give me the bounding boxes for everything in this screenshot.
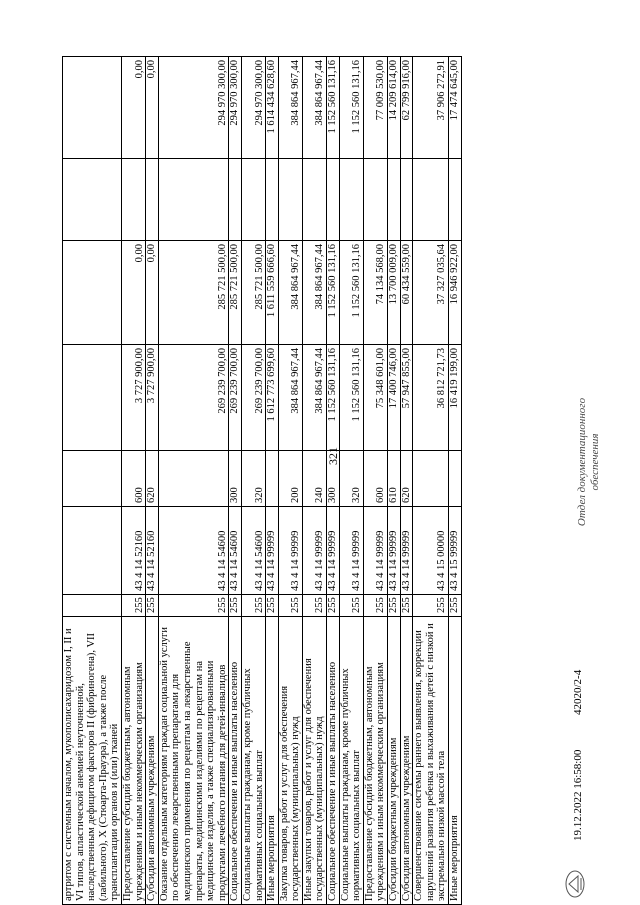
row-amount-4: 384 864 967,44 bbox=[302, 57, 326, 159]
row-amount-4: 384 864 967,44 bbox=[278, 57, 302, 159]
row-csr: 43 4 14 99999 bbox=[388, 507, 401, 595]
row-name: Закупка товаров, работ и услуг для обеспечения государственных (муниципальных) нужд bbox=[278, 617, 302, 905]
row-csr: 43 4 14 99999 bbox=[327, 507, 340, 595]
row-ved: 255 bbox=[158, 595, 229, 617]
row-vr: 610 bbox=[388, 451, 401, 507]
row-amount-1: 1 152 560 131,16 bbox=[327, 345, 340, 451]
table-row bbox=[302, 57, 326, 905]
row-name: Иные закупки товаров, работ и услуг для обеспечения государственных (муниципальных) нужд bbox=[302, 617, 326, 905]
row-amount-4: 17 474 645,00 bbox=[449, 57, 462, 159]
row-vr: 240 bbox=[302, 451, 326, 507]
row-vr: 300 bbox=[229, 451, 242, 507]
row-amount-1 bbox=[63, 345, 122, 451]
row-amount-2: 285 721 500,00 bbox=[158, 241, 229, 345]
row-ved: 255 bbox=[327, 595, 340, 617]
row-csr: 43 4 14 99999 bbox=[339, 507, 363, 595]
row-name: артритом с системным началом, мукополисахаридозом I, II и VI типов, апластической анемией неуточненной, наследственным дефицитом факторов II (фибриногена), VII (лабильного), X (Стюарта-Прауэра), а также после трансплантации органов и (или) тканей bbox=[63, 617, 122, 905]
row-vr: 620 bbox=[400, 451, 413, 507]
row-vr bbox=[158, 451, 229, 507]
row-amount-3 bbox=[327, 159, 340, 241]
row-amount-2: 74 134 568,00 bbox=[363, 241, 387, 345]
row-amount-4: 294 970 300,00 bbox=[229, 57, 242, 159]
row-ved: 255 bbox=[400, 595, 413, 617]
row-vr: 320 bbox=[339, 451, 363, 507]
row-amount-2 bbox=[63, 241, 122, 345]
table-row bbox=[327, 57, 340, 905]
row-vr: 300 bbox=[327, 451, 340, 507]
row-csr: 43 4 14 99999 bbox=[266, 507, 279, 595]
row-amount-4: 62 799 916,00 bbox=[400, 57, 413, 159]
row-ved: 255 bbox=[146, 595, 159, 617]
row-name: Социальное обеспечение и иные выплаты населению bbox=[327, 617, 340, 905]
row-amount-2: 384 864 967,44 bbox=[302, 241, 326, 345]
row-name: Социальные выплаты гражданам, кроме публичных нормативных социальных выплат bbox=[241, 617, 265, 905]
row-amount-3 bbox=[363, 159, 387, 241]
footer-code: 42020/2-4 bbox=[572, 669, 584, 715]
row-vr: 600 bbox=[363, 451, 387, 507]
row-csr: 43 4 14 52160 bbox=[146, 507, 159, 595]
row-name: Субсидии бюджетным учреждениям bbox=[388, 617, 401, 905]
row-amount-4: 294 970 300,00 bbox=[158, 57, 229, 159]
row-amount-1: 384 864 967,44 bbox=[302, 345, 326, 451]
row-vr bbox=[413, 451, 449, 507]
row-amount-1: 75 348 601,00 bbox=[363, 345, 387, 451]
table-row bbox=[241, 57, 265, 905]
row-name: Предоставление субсидий бюджетным, автономным учреждениям и иным некоммерческим организациям bbox=[121, 617, 145, 905]
row-ved: 255 bbox=[388, 595, 401, 617]
row-name: Предоставление субсидий бюджетным, автономным учреждениям и иным некоммерческим организациям bbox=[363, 617, 387, 905]
row-amount-1: 384 864 967,44 bbox=[278, 345, 302, 451]
row-amount-2: 285 721 500,00 bbox=[241, 241, 265, 345]
row-ved: 255 bbox=[121, 595, 145, 617]
row-ved: 255 bbox=[241, 595, 265, 617]
row-vr bbox=[266, 451, 279, 507]
row-amount-3 bbox=[121, 159, 145, 241]
table-row bbox=[413, 57, 449, 905]
department-stamp bbox=[576, 387, 602, 537]
table-row bbox=[400, 57, 413, 905]
table-row bbox=[278, 57, 302, 905]
row-ved bbox=[63, 595, 122, 617]
row-amount-1: 269 239 700,00 bbox=[229, 345, 242, 451]
table-row bbox=[229, 57, 242, 905]
table-row bbox=[449, 57, 462, 905]
row-ved: 255 bbox=[363, 595, 387, 617]
row-ved: 255 bbox=[278, 595, 302, 617]
row-amount-4: 1 152 560 131,16 bbox=[327, 57, 340, 159]
row-amount-3 bbox=[400, 159, 413, 241]
row-amount-3 bbox=[449, 159, 462, 241]
row-vr: 320 bbox=[241, 451, 265, 507]
row-name: Совершенствование системы раннего выявления, коррекции нарушений развития ребенка и выхаживания детей с низкой и экстремально низкой массой тела bbox=[413, 617, 449, 905]
row-amount-4: 37 906 272,91 bbox=[413, 57, 449, 159]
row-vr bbox=[63, 451, 122, 507]
row-name: Социальные выплаты гражданам, кроме публичных нормативных социальных выплат bbox=[339, 617, 363, 905]
row-csr: 43 4 15 99999 bbox=[449, 507, 462, 595]
row-ved: 255 bbox=[339, 595, 363, 617]
row-amount-1: 3 727 900,00 bbox=[146, 345, 159, 451]
table-row bbox=[146, 57, 159, 905]
row-amount-2: 384 864 967,44 bbox=[278, 241, 302, 345]
row-vr: 600 bbox=[121, 451, 145, 507]
table-row bbox=[363, 57, 387, 905]
row-amount-4: 0,00 bbox=[121, 57, 145, 159]
table-row bbox=[63, 57, 122, 905]
table-body bbox=[63, 57, 462, 905]
row-csr: 43 4 14 54600 bbox=[229, 507, 242, 595]
row-csr: 43 4 15 00000 bbox=[413, 507, 449, 595]
row-amount-3 bbox=[278, 159, 302, 241]
row-amount-2: 1 152 560 131,16 bbox=[339, 241, 363, 345]
row-amount-4: 1 614 434 628,60 bbox=[266, 57, 279, 159]
row-amount-4: 1 152 560 131,16 bbox=[339, 57, 363, 159]
row-ved: 255 bbox=[266, 595, 279, 617]
row-name: Социальное обеспечение и иные выплаты населению bbox=[229, 617, 242, 905]
row-amount-1: 1 152 560 131,16 bbox=[339, 345, 363, 451]
row-csr: 43 4 14 99999 bbox=[400, 507, 413, 595]
row-amount-4: 0,00 bbox=[146, 57, 159, 159]
row-amount-4: 14 209 614,00 bbox=[388, 57, 401, 159]
stamp-line-1: Отдел документационного bbox=[576, 397, 588, 527]
row-amount-1: 269 239 700,00 bbox=[241, 345, 265, 451]
row-amount-4: 77 009 530,00 bbox=[363, 57, 387, 159]
row-amount-3 bbox=[158, 159, 229, 241]
row-vr bbox=[449, 451, 462, 507]
row-amount-1: 1 612 773 699,60 bbox=[266, 345, 279, 451]
table-row bbox=[158, 57, 229, 905]
row-ved: 255 bbox=[229, 595, 242, 617]
row-amount-1: 16 419 199,00 bbox=[449, 345, 462, 451]
table-row bbox=[121, 57, 145, 905]
row-amount-1: 36 812 721,73 bbox=[413, 345, 449, 451]
budget-table bbox=[62, 56, 462, 905]
row-amount-1: 57 947 855,00 bbox=[400, 345, 413, 451]
row-name: Субсидии автономным учреждениям bbox=[146, 617, 159, 905]
row-amount-3 bbox=[229, 159, 242, 241]
row-amount-3 bbox=[146, 159, 159, 241]
page-number: 321 bbox=[326, 447, 340, 465]
row-ved: 255 bbox=[449, 595, 462, 617]
row-ved: 255 bbox=[302, 595, 326, 617]
row-amount-2: 1 152 560 131,16 bbox=[327, 241, 340, 345]
row-amount-3 bbox=[339, 159, 363, 241]
footer-date: 19.12.2022 16:58:00 bbox=[572, 749, 584, 841]
table-row bbox=[388, 57, 401, 905]
row-csr: 43 4 14 54600 bbox=[241, 507, 265, 595]
row-amount-2: 60 434 559,00 bbox=[400, 241, 413, 345]
row-amount-3 bbox=[266, 159, 279, 241]
row-amount-3 bbox=[413, 159, 449, 241]
row-amount-1: 17 400 746,00 bbox=[388, 345, 401, 451]
row-amount-3 bbox=[241, 159, 265, 241]
row-csr: 43 4 14 54600 bbox=[158, 507, 229, 595]
row-amount-1: 3 727 900,00 bbox=[121, 345, 145, 451]
row-amount-2: 16 946 922,00 bbox=[449, 241, 462, 345]
row-ved: 255 bbox=[413, 595, 449, 617]
row-csr: 43 4 14 52160 bbox=[121, 507, 145, 595]
row-amount-2: 1 611 559 666,60 bbox=[266, 241, 279, 345]
row-amount-4: 294 970 300,00 bbox=[241, 57, 265, 159]
row-amount-2: 37 327 035,64 bbox=[413, 241, 449, 345]
row-amount-3 bbox=[388, 159, 401, 241]
row-name: Иные мероприятия bbox=[266, 617, 279, 905]
row-amount-2: 0,00 bbox=[146, 241, 159, 345]
row-amount-3 bbox=[63, 159, 122, 241]
row-amount-4 bbox=[63, 57, 122, 159]
row-csr: 43 4 14 99999 bbox=[278, 507, 302, 595]
table-row bbox=[339, 57, 363, 905]
row-amount-2: 285 721 500,00 bbox=[229, 241, 242, 345]
row-amount-2: 0,00 bbox=[121, 241, 145, 345]
row-name: Иные мероприятия bbox=[449, 617, 462, 905]
logo-icon bbox=[564, 869, 586, 899]
table-row bbox=[266, 57, 279, 905]
row-name: Субсидии автономным учреждениям bbox=[400, 617, 413, 905]
row-amount-3 bbox=[302, 159, 326, 241]
stamp-line-2: обеспечения bbox=[589, 433, 601, 491]
row-amount-1: 269 239 700,00 bbox=[158, 345, 229, 451]
row-vr: 620 bbox=[146, 451, 159, 507]
row-name: Оказание отдельным категориям граждан социальной услуги по обеспечению лекарственными препаратами для медицинского применения по рецептам на лекарственные препараты, медицинскими изделиями по рецептам на медицинские изделия, а также специализированными продуктами лечебного питания для детей-инвалидов bbox=[158, 617, 229, 905]
row-csr: 43 4 14 99999 bbox=[302, 507, 326, 595]
row-csr: 43 4 14 99999 bbox=[363, 507, 387, 595]
row-amount-2: 13 700 009,00 bbox=[388, 241, 401, 345]
row-csr bbox=[63, 507, 122, 595]
row-vr: 200 bbox=[278, 451, 302, 507]
